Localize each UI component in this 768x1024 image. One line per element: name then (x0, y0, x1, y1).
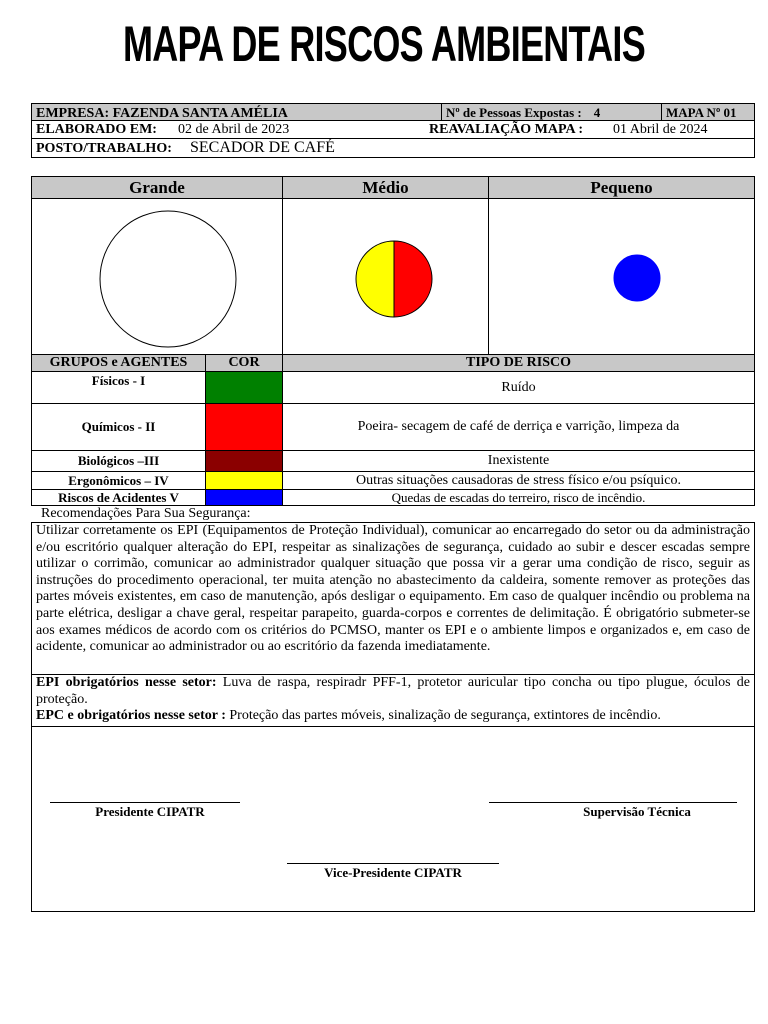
table-row-tipo (282, 450, 755, 472)
grupo-label: Riscos de Acidentes V (58, 489, 179, 505)
table-row-color (205, 450, 283, 472)
header-cor (205, 354, 283, 372)
pessoas-cell (441, 103, 662, 121)
table-row-grupo (31, 450, 206, 472)
epc-line (32, 708, 754, 725)
pequeno-circle-svg (489, 199, 754, 354)
signature-right-label: Supervisão Técnica (583, 804, 691, 819)
page-title: MAPA DE RISCOS AMBIENTAIS (122, 16, 646, 72)
signature-bottom-label: Vice-Presidente CIPATR (324, 865, 462, 880)
signatures-box (31, 726, 755, 912)
signature-line-bottom (287, 863, 499, 864)
empresa-cell (31, 103, 442, 121)
table-row-tipo (282, 471, 755, 490)
tipo-label: Outras situações causadoras de stress físico e/ou psíquico. (355, 472, 682, 488)
header-grupos-label: GRUPOS e AGENTES (49, 355, 188, 370)
epi-line (32, 675, 754, 708)
color-swatch (206, 472, 282, 489)
mapa-cell (661, 103, 755, 121)
elaborado-label: ELABORADO EM: (36, 122, 157, 137)
mapa-label: MAPA Nº 01 (666, 105, 737, 120)
table-row-color (205, 371, 283, 404)
elaborado-row (31, 120, 755, 139)
header-medio-label: Médio (362, 177, 409, 197)
medio-circle-right-half (394, 241, 432, 317)
signature-left-label: Presidente CIPATR (95, 804, 205, 819)
grande-circle-svg (32, 199, 282, 354)
recommendations-text: Utilizar corretamente os EPI (Equipamentos de Proteção Individual), comunicar ao encarregado do setor ou da administração e/ou escritório qualquer alteração do EPI, respeitar as sinalizações de segurança, cuidado ao subir e descer escadas sempre utilizar o corrimão, comunicar ao administrador qualquer situação que possa vir a gerar uma condição de risco, seguir as instruções do procedimento operacional, ter muita atenção no abastecimento da caldeira, somente remover as proteções das partes móveis existentes, em caso de manutenção, após desligar o equipamento. Em caso de qualquer incêndio ou problema na parte elétrica, desligar a chave geral, respeitar parapeito, guarda-corpos e correntes de delimitação. É obrigatório submeter-se aos exames médicos de acordo com os critérios do PCMSO, manter os EPI e o ambiente limpos e organizados e, em caso de acidente, comunicar ao administrador ou ao escritório da fazenda imediatamente. (36, 523, 750, 655)
empresa-label: EMPRESA: FAZENDA SANTA AMÉLIA (36, 106, 288, 121)
header-grande-label: Grande (129, 177, 185, 197)
header-cor-label: COR (228, 355, 260, 370)
header-tipo-label: TIPO DE RISCO (465, 355, 572, 370)
grande-circle (100, 211, 236, 347)
header-pequeno (488, 176, 755, 199)
signature-line-left (50, 802, 240, 803)
table-row-tipo (282, 371, 755, 404)
color-swatch (206, 372, 282, 403)
table-row-tipo (282, 403, 755, 451)
signature-line-right (489, 802, 737, 803)
posto-row (31, 138, 755, 158)
epi-text: Luva de raspa, respiradr PFF-1, protetor auricular tipo concha ou tipo plugue, óculos de proteção. (36, 675, 751, 707)
color-swatch (206, 451, 282, 471)
recommendations-box (31, 522, 755, 675)
elaborado-value: 02 de Abril de 2023 (178, 122, 290, 137)
epc-label: EPC e obrigatórios nesse setor : (36, 708, 226, 724)
grupo-label: Físicos - I (91, 373, 146, 388)
epi-epc-box (31, 674, 755, 727)
recommendations-heading: Recomendações Para Sua Segurança: (41, 506, 251, 521)
epc-text: Proteção das partes móveis, sinalização de segurança, extintores de incêndio. (229, 708, 661, 724)
posto-value: SECADOR DE CAFÉ (190, 139, 335, 156)
table-row-grupo (31, 403, 206, 451)
tipo-label: Quedas de escadas do terreiro, risco de incêndio. (391, 489, 646, 505)
header-pequeno-label: Pequeno (590, 177, 653, 197)
pequeno-circle (614, 255, 660, 301)
grupo-label: Ergonômicos – IV (68, 472, 169, 488)
tipo-label: Inexistente (487, 453, 550, 468)
color-swatch (206, 490, 282, 505)
posto-label: POSTO/TRABALHO: (36, 141, 172, 156)
table-row-grupo (31, 371, 206, 404)
pessoas-label: Nº de Pessoas Expostas : (446, 105, 582, 120)
pessoas-value: 4 (593, 105, 601, 120)
header-tipo (282, 354, 755, 372)
reavaliacao-label: REAVALIAÇÃO MAPA : (429, 122, 584, 137)
grande-cell (31, 198, 283, 355)
table-row-tipo (282, 489, 755, 506)
reavaliacao-value: 01 Abril de 2024 (613, 122, 708, 137)
medio-cell (282, 198, 489, 355)
tipo-label: Ruído (501, 379, 536, 395)
table-row-color (205, 471, 283, 490)
medio-circle-svg (283, 199, 488, 354)
medio-circle-left-half (356, 241, 394, 317)
color-swatch (206, 404, 282, 450)
header-grande (31, 176, 283, 199)
header-grupos (31, 354, 206, 372)
epi-label: EPI obrigatórios nesse setor: (36, 675, 217, 690)
table-row-grupo (31, 471, 206, 490)
grupo-label: Biológicos –III (77, 453, 160, 468)
table-row-color (205, 403, 283, 451)
header-medio (282, 176, 489, 199)
grupo-label: Químicos - II (81, 419, 156, 434)
tipo-label: Poeira- secagem de café de derriça e varrição, limpeza da (357, 419, 680, 434)
table-row-grupo (31, 489, 206, 506)
pequeno-cell (488, 198, 755, 355)
table-row-color (205, 489, 283, 506)
